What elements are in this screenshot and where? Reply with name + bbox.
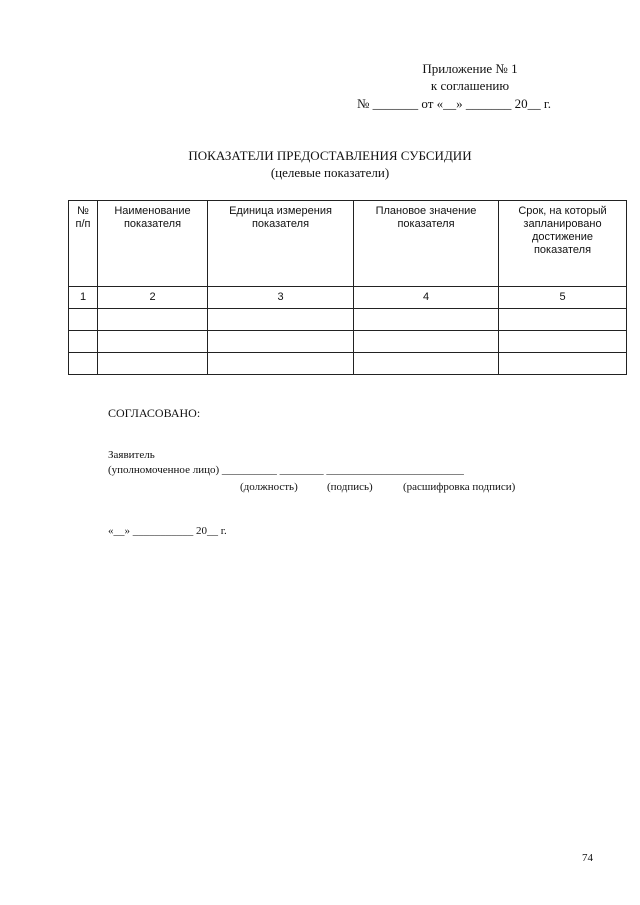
signature-caption: (подпись)	[327, 481, 373, 493]
table-cell[interactable]	[499, 353, 627, 375]
table-cell[interactable]	[98, 309, 208, 331]
table-cell[interactable]	[69, 331, 98, 353]
table-cell[interactable]	[499, 331, 627, 353]
appendix-subtitle: к соглашению	[430, 78, 510, 93]
agreement-reference: № _______ от «__» _______ 20__ г.	[357, 96, 552, 111]
column-header-unit: Единица измерения показателя	[208, 201, 354, 287]
column-number: 5	[499, 287, 627, 309]
table-cell[interactable]	[354, 353, 499, 375]
table-cell[interactable]	[208, 353, 354, 375]
table-cell[interactable]	[499, 309, 627, 331]
authorized-person-line: (уполномоченное лицо) __________ ________ _________________________	[108, 464, 464, 476]
indicators-table	[68, 200, 627, 375]
appendix-title: Приложение № 1	[422, 61, 518, 76]
table-cell[interactable]	[69, 309, 98, 331]
position-caption: (должность)	[240, 481, 298, 493]
column-number: 1	[69, 287, 98, 309]
table-cell[interactable]	[69, 353, 98, 375]
page-subtitle: (целевые показатели)	[270, 165, 390, 180]
date-line: «__» ___________ 20__ г.	[108, 525, 227, 537]
column-number: 4	[354, 287, 499, 309]
agreed-label: СОГЛАСОВАНО:	[108, 406, 201, 420]
table-cell[interactable]	[98, 353, 208, 375]
column-header-planned-value: Плановое значение показателя	[354, 201, 499, 287]
page-number: 74	[582, 852, 593, 864]
column-number: 2	[98, 287, 208, 309]
column-header-deadline: Срок, на который запланировано достижение показателя	[499, 201, 627, 287]
table-cell[interactable]	[208, 309, 354, 331]
applicant-label: Заявитель	[108, 449, 155, 461]
column-number: 3	[208, 287, 354, 309]
column-header-number: № п/п	[69, 201, 98, 287]
table-row	[69, 331, 627, 353]
table-cell[interactable]	[354, 331, 499, 353]
column-number-row	[69, 287, 627, 309]
column-header-name: Наименование показателя	[98, 201, 208, 287]
table-cell[interactable]	[98, 331, 208, 353]
table-row	[69, 353, 627, 375]
table-cell[interactable]	[208, 331, 354, 353]
table-header-row	[69, 201, 627, 287]
signature-decoding-caption: (расшифровка подписи)	[403, 481, 516, 493]
page-title: ПОКАЗАТЕЛИ ПРЕДОСТАВЛЕНИЯ СУБСИДИИ	[188, 148, 472, 163]
table-cell[interactable]	[354, 309, 499, 331]
table-row	[69, 309, 627, 331]
